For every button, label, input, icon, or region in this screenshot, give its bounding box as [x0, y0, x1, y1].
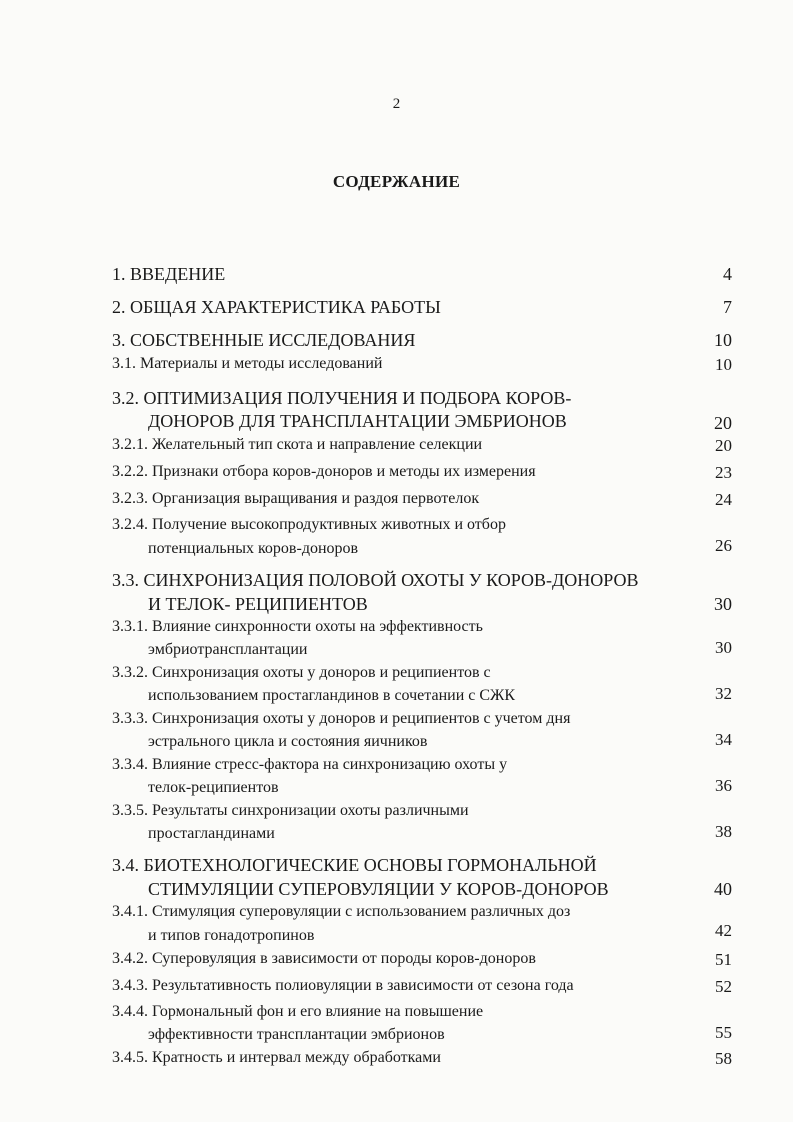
toc-entry-title: 3.4.1. Стимуляция суперовуляции с использованием различных доз: [112, 903, 571, 920]
toc-entry-title-continued: потенциальных коров-доноров: [148, 540, 359, 557]
toc-entry-title-continued: эмбриотрансплантации: [148, 641, 308, 658]
toc-entry-title: 3.3. СИНХРОНИЗАЦИЯ ПОЛОВОЙ ОХОТЫ У КОРОВ-ДОНОРОВ: [112, 570, 639, 590]
toc-entry-title: 3.4. БИОТЕХНОЛОГИЧЕСКИЕ ОСНОВЫ ГОРМОНАЛЬНОЙ: [112, 855, 597, 875]
toc-entry-page: 42: [715, 921, 732, 940]
toc-entry-page: 20: [714, 413, 732, 433]
toc-entry: [112, 516, 732, 564]
toc-entry: [112, 618, 732, 666]
toc-entry-page: 58: [715, 1049, 732, 1068]
toc-entry-page: 7: [723, 297, 732, 317]
toc-entry: [112, 855, 732, 905]
toc-entry: [112, 950, 732, 974]
toc-entry: [112, 264, 732, 290]
toc-entry-title: 3.2.4. Получение высокопродуктивных животных и отбор: [112, 516, 506, 533]
toc-entry-page: 24: [715, 490, 732, 509]
toc-entry-title: 3.3.4. Влияние стресс-фактора на синхронизацию охоты у: [112, 756, 508, 773]
toc-entry-page: 20: [715, 436, 732, 455]
toc-entry-title-continued: СТИМУЛЯЦИИ СУПЕРОВУЛЯЦИИ У КОРОВ-ДОНОРОВ: [148, 879, 609, 899]
toc-entry-title: 3. СОБСТВЕННЫЕ ИССЛЕДОВАНИЯ: [112, 330, 416, 350]
toc-entry-title: 3.3.3. Синхронизация охоты у доноров и реципиентов с учетом дня: [112, 710, 571, 727]
toc-entry: [112, 463, 732, 487]
toc-entry: [112, 436, 732, 460]
toc-entry-page: 30: [714, 594, 732, 614]
toc-entry-title-continued: телок-реципиентов: [148, 779, 279, 796]
toc-entry-page: 10: [714, 330, 732, 350]
page-title: СОДЕРЖАНИЕ: [332, 172, 461, 191]
toc-entry-title: 2. ОБЩАЯ ХАРАКТЕРИСТИКА РАБОТЫ: [112, 297, 441, 317]
toc-entry-page: 10: [715, 355, 732, 374]
toc-entry-title: 3.3.2. Синхронизация охоты у доноров и реципиентов с: [112, 664, 491, 681]
toc-entry-title: 3.2.3. Организация выращивания и раздоя первотелок: [112, 490, 480, 507]
toc-entry-page: 32: [715, 684, 732, 703]
toc-entry-page: 51: [715, 950, 732, 969]
toc-entry-title: 3.4.2. Суперовуляция в зависимости от породы коров-доноров: [112, 950, 536, 967]
toc-entry-page: 36: [715, 776, 732, 795]
toc-entry: [112, 570, 732, 620]
toc-entry-page: 38: [715, 822, 732, 841]
toc-entry-title: 3.2.2. Признаки отбора коров-доноров и методы их измерения: [112, 463, 536, 480]
toc-entry-title: 3.2. ОПТИМИЗАЦИЯ ПОЛУЧЕНИЯ И ПОДБОРА КОРОВ-: [112, 388, 572, 408]
toc-entry-title-continued: эффективности трансплантации эмбрионов: [148, 1026, 445, 1043]
toc-entry-page: 26: [715, 536, 732, 555]
toc-entry-page: 52: [715, 977, 732, 996]
toc-entry-page: 30: [715, 638, 732, 657]
toc-entry-title: 1. ВВЕДЕНИЕ: [112, 264, 226, 284]
toc-entry: [112, 388, 732, 438]
toc-entry: [112, 490, 732, 514]
toc-entry-title: 3.4.5. Кратность и интервал между обработками: [112, 1049, 441, 1066]
toc-entry-page: 55: [715, 1023, 732, 1042]
toc-entry: [112, 756, 732, 804]
toc-entry-title: 3.1. Материалы и методы исследований: [112, 355, 383, 372]
toc-entry-page: 34: [715, 730, 732, 749]
toc-entry: [112, 903, 732, 951]
toc-entry: [112, 355, 732, 379]
toc-entry: [112, 1049, 732, 1073]
toc-entry-title: 3.4.3. Результативность полиовуляции в зависимости от сезона года: [112, 977, 574, 994]
toc-entry-title-continued: ДОНОРОВ ДЛЯ ТРАНСПЛАНТАЦИИ ЭМБРИОНОВ: [148, 411, 567, 431]
toc-entry-title: 3.3.5. Результаты синхронизации охоты различными: [112, 802, 469, 819]
toc-entry-title: 3.2.1. Желательный тип скота и направление селекции: [112, 436, 483, 453]
toc-entry: [112, 710, 732, 758]
toc-entry-page: 40: [714, 879, 732, 899]
toc-entry: [112, 977, 732, 1001]
toc-entry: [112, 1003, 732, 1051]
toc-entry-page: 4: [723, 264, 732, 284]
toc-entry-title-continued: и типов гонадотропинов: [148, 927, 315, 944]
toc-entry-page: 23: [715, 463, 732, 482]
toc-entry-title-continued: эстрального цикла и состояния яичников: [148, 733, 428, 750]
toc-entry: [112, 802, 732, 850]
toc-entry: [112, 330, 732, 356]
toc-entry: [112, 297, 732, 323]
toc-entry-title-continued: И ТЕЛОК- РЕЦИПИЕНТОВ: [148, 594, 368, 614]
toc-entry-title: 3.3.1. Влияние синхронности охоты на эффективность: [112, 618, 483, 635]
toc-entry-title: 3.4.4. Гормональный фон и его влияние на повышение: [112, 1003, 484, 1020]
toc-entry: [112, 664, 732, 712]
toc-entry-title-continued: использованием простагландинов в сочетании с СЖК: [148, 687, 516, 704]
page-number: 2: [392, 96, 401, 112]
toc-entry-title-continued: простагландинами: [148, 825, 275, 842]
